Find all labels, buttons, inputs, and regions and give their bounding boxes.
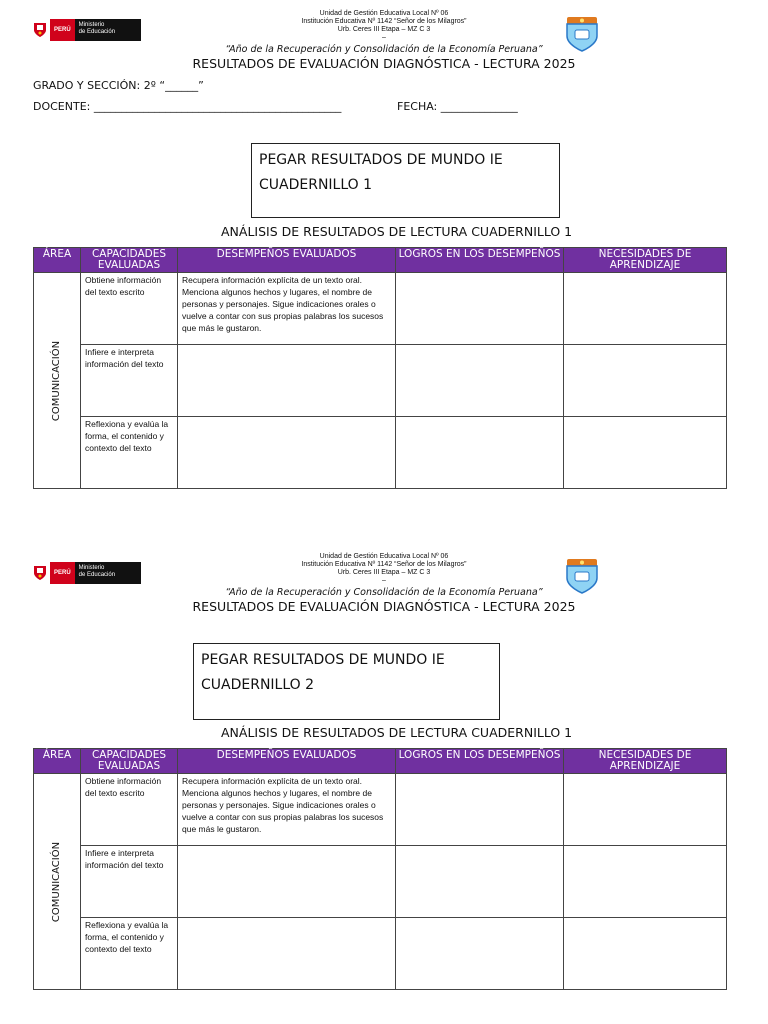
ugel-text: Unidad de Gestión Educativa Local Nº 06 bbox=[319, 553, 449, 560]
capacity-cell: Obtiene información del texto escrito bbox=[81, 273, 178, 345]
dash-text: – bbox=[382, 34, 386, 41]
peru-shield-icon bbox=[32, 21, 48, 39]
table-header-row bbox=[34, 248, 727, 273]
grade-section-field: GRADO Y SECCIÓN: 2º “______” bbox=[33, 79, 204, 92]
date-field: FECHA: ______________ bbox=[397, 100, 518, 113]
table-row bbox=[34, 846, 727, 918]
paste-box-line2: CUADERNILLO 2 bbox=[201, 677, 315, 693]
motto-text: “Año de la Recuperación y Consolidación de la Economía Peruana” bbox=[225, 44, 543, 55]
header-capacities: CAPACIDADES EVALUADAS bbox=[81, 248, 178, 273]
ministry-label: Ministerio de Educación bbox=[75, 562, 141, 584]
dash-text: – bbox=[382, 577, 386, 584]
institution-text: Institución Educativa Nº 1142 “Señor de los Milagros” bbox=[301, 561, 467, 568]
table-row bbox=[34, 345, 727, 417]
capacity-cell: Reflexiona y evalúa la forma, el contenido y contexto del texto bbox=[81, 918, 178, 990]
achievement-cell bbox=[396, 345, 564, 417]
results-table-2 bbox=[33, 748, 727, 990]
page-title: RESULTADOS DE EVALUACIÓN DIAGNÓSTICA - LECTURA 2025 bbox=[192, 599, 576, 614]
area-label: COMUNICACIÓN bbox=[51, 841, 62, 922]
achievement-cell bbox=[396, 846, 564, 918]
table-row bbox=[34, 417, 727, 489]
address-text: Urb. Ceres III Etapa – MZ C 3 bbox=[337, 569, 431, 576]
area-cell bbox=[34, 273, 81, 489]
ugel-text: Unidad de Gestión Educativa Local Nº 06 bbox=[319, 10, 449, 17]
area-cell bbox=[34, 774, 81, 990]
peru-shield-icon bbox=[32, 564, 48, 582]
results-table-1 bbox=[33, 247, 727, 489]
page-title: RESULTADOS DE EVALUACIÓN DIAGNÓSTICA - LECTURA 2025 bbox=[192, 56, 576, 71]
capacity-cell: Obtiene información del texto escrito bbox=[81, 774, 178, 846]
table-row bbox=[34, 273, 727, 345]
header-needs: NECESIDADES DE APRENDIZAJE bbox=[564, 749, 727, 774]
address-text: Urb. Ceres III Etapa – MZ C 3 bbox=[337, 26, 431, 33]
capacity-cell: Infiere e interpreta información del texto bbox=[81, 846, 178, 918]
analysis-title-2: ANÁLISIS DE RESULTADOS DE LECTURA CUADERNILLO 1 bbox=[221, 725, 573, 740]
teacher-field: DOCENTE: _____________________________________________ bbox=[33, 100, 342, 113]
area-label: COMUNICACIÓN bbox=[51, 340, 62, 421]
ministry-label: Ministerio de Educación bbox=[75, 19, 141, 41]
header-achievements: LOGROS EN LOS DESEMPEÑOS bbox=[396, 749, 564, 774]
capacity-cell: Infiere e interpreta información del texto bbox=[81, 345, 178, 417]
header-achievements: LOGROS EN LOS DESEMPEÑOS bbox=[396, 248, 564, 273]
paste-box-line1: PEGAR RESULTADOS DE MUNDO IE bbox=[201, 652, 445, 668]
performance-cell bbox=[178, 918, 396, 990]
performance-cell bbox=[178, 846, 396, 918]
paste-box-line2: CUADERNILLO 1 bbox=[259, 177, 373, 193]
header-needs: NECESIDADES DE APRENDIZAJE bbox=[564, 248, 727, 273]
header-performances: DESEMPEÑOS EVALUADOS bbox=[178, 248, 396, 273]
institution-header bbox=[234, 10, 534, 42]
capacity-cell: Reflexiona y evalúa la forma, el contenido y contexto del texto bbox=[81, 417, 178, 489]
performance-cell: Recupera información explícita de un texto oral. Menciona algunos hechos y lugares, el nombre de personas y personajes. Sigue indicaciones orales o vuelve a contar con sus propias palabras los sucesos que más le gustaron. bbox=[178, 774, 396, 846]
header-area: ÁREA bbox=[34, 248, 81, 273]
performance-cell bbox=[178, 417, 396, 489]
needs-cell bbox=[564, 417, 727, 489]
motto-text: “Año de la Recuperación y Consolidación de la Economía Peruana” bbox=[225, 587, 543, 598]
paste-results-box-2 bbox=[193, 643, 500, 720]
achievement-cell bbox=[396, 417, 564, 489]
institution-text: Institución Educativa Nº 1142 “Señor de los Milagros” bbox=[301, 18, 467, 25]
ministry-logo bbox=[32, 19, 141, 41]
header-performances: DESEMPEÑOS EVALUADOS bbox=[178, 749, 396, 774]
achievement-cell bbox=[396, 774, 564, 846]
header-capacities: CAPACIDADES EVALUADAS bbox=[81, 749, 178, 774]
paste-box-line1: PEGAR RESULTADOS DE MUNDO IE bbox=[259, 152, 503, 168]
ministry-logo bbox=[32, 562, 141, 584]
peru-label: PERÚ bbox=[50, 19, 75, 41]
achievement-cell bbox=[396, 273, 564, 345]
paste-results-box-1 bbox=[251, 143, 560, 218]
needs-cell bbox=[564, 345, 727, 417]
table-row bbox=[34, 918, 727, 990]
peru-label: PERÚ bbox=[50, 562, 75, 584]
achievement-cell bbox=[396, 918, 564, 990]
performance-cell bbox=[178, 345, 396, 417]
table-row bbox=[34, 774, 727, 846]
needs-cell bbox=[564, 846, 727, 918]
header-area: ÁREA bbox=[34, 749, 81, 774]
performance-cell: Recupera información explícita de un texto oral. Menciona algunos hechos y lugares, el nombre de personas y personajes. Sigue indicaciones orales o vuelve a contar con sus propias palabras los sucesos que más le gustaron. bbox=[178, 273, 396, 345]
table-header-row bbox=[34, 749, 727, 774]
needs-cell bbox=[564, 774, 727, 846]
institution-header bbox=[234, 553, 534, 585]
needs-cell bbox=[564, 918, 727, 990]
needs-cell bbox=[564, 273, 727, 345]
analysis-title-1: ANÁLISIS DE RESULTADOS DE LECTURA CUADERNILLO 1 bbox=[221, 224, 573, 239]
